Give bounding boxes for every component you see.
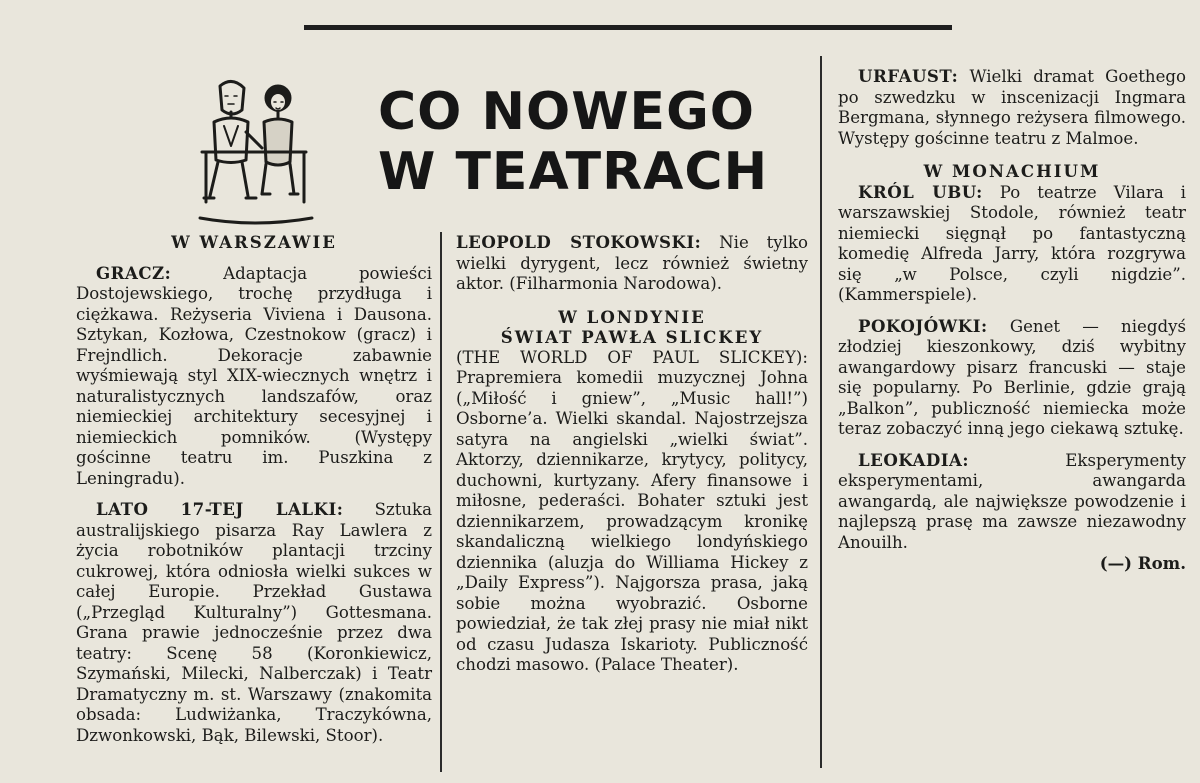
theatre-audience-couple-icon xyxy=(196,72,316,232)
title-line-2: W TEATRACH xyxy=(378,142,769,202)
article-gracz xyxy=(76,263,432,490)
signature: (—) Rom. xyxy=(1099,553,1186,573)
keyword-lato: LATO 17-TEJ LALKI: xyxy=(96,499,344,519)
keyword-leokadia: LEOKADIA: xyxy=(858,449,970,470)
keyword-gracz: GRACZ: xyxy=(96,262,172,283)
keyword-pokojowki: POKOJÓWKI: xyxy=(858,315,988,336)
article-slickey: (THE WORLD OF PAUL SLICKEY): Prapremiera komedii muzycznej Johna („Miłość i gniew”, „Music hall!”) Osborne’a. Wielki skandal. Najostrzejsza satyra na angielski „wielki świat”. Aktorzy, dziennikarze, krytycy, politycy, duchowni, kurtyzany. Afery finansowe i miłosne, pederaści. Bohater sztuki jest dziennikarzem, prowadzącym kronikę skandaliczną wielkiego londyńskiego dziennika (aluzja do Williama Hickey z „Daily Express”). Najgorsza prasa, jaką sobie można wyobrazić. Osborne powiedział, że tak złej prasy nie miał nikt od czasu Judasza Iskarioty. Publiczność chodzi masowo. (Palace Theater). xyxy=(456,347,808,674)
column-divider-right xyxy=(820,56,822,768)
article-leokadia xyxy=(838,450,1186,554)
section-heading-monachium: W MONACHIUM xyxy=(923,161,1101,181)
text-ubu: Po teatrze Vilara i warszawskiej Stodole, również teatr niemiecki sięgnął po fantastyczną komedię Alfreda Jarry, która rozgrywa się „w Polsce, czyli nigdzie”. (Kammerspiele). xyxy=(838,182,1186,304)
article-pokojowki xyxy=(838,316,1186,440)
text-lato: Sztuka australijskiego pisarza Ray Lawlera z życia robotników plantacji trzciny cukrowej, która odniosła wielki sukces w całej Europie. Przekład Gustawa („Przegląd Kulturalny”) Gottesmana. Grana prawie jednocześnie przez dwa teatry: Scenę 58 (Koronkiewicz, Szymański, Milecki, Nalberczak) i Teatr Dramatyczny m. st. Warszawy (znakomita obsada: Ludwiżanka, Traczykówna, Dzwonkowski, Bąk, Bilewski, Stoor). xyxy=(76,500,432,745)
column-divider-left xyxy=(440,232,442,772)
article-ubu xyxy=(838,182,1186,306)
text-urfaust: Wielki dramat Goethego po szwedzku w inscenizacji Ingmara Bergmana, słynnego reżysera filmowego. Występy gościnne teatru z Malmoe. xyxy=(838,67,1186,148)
top-rule xyxy=(304,25,952,30)
page-title xyxy=(378,82,768,202)
section-heading-warszawa: W WARSZAWIE xyxy=(171,232,337,252)
section-subheading-slickey: ŚWIAT PAWŁA SLICKEY xyxy=(500,327,764,347)
column-3 xyxy=(838,56,1186,574)
column-1 xyxy=(76,232,432,746)
article-stokowski-body xyxy=(456,232,808,295)
keyword-urfaust: URFAUST: xyxy=(858,66,959,86)
section-heading-londyn: W LONDYNIE xyxy=(558,306,706,327)
text-pokojowki: Genet — niegdyś złodziej kieszonkowy, dziś wybitny awangardowy pisarz francuski — staje się popularny. Po Berlinie, gdzie grają „Balkon”, publiczność niemiecka może teraz zobaczyć inną jego ciekawą sztukę. xyxy=(838,316,1186,438)
text-leokadia: Eksperymenty eksperymentami, awangarda awangardą, ale największe powodzenie i najlepszą prasę ma zawsze niezawodny Anouilh. xyxy=(838,450,1186,552)
keyword-ubu: KRÓL UBU: xyxy=(858,181,983,202)
text-stokowski: Nie tylko wielki dyrygent, lecz również świetny aktor. (Filharmonia Narodowa). xyxy=(456,233,809,293)
keyword-stokowski: LEOPOLD STOKOWSKI: xyxy=(456,232,702,252)
article-urfaust xyxy=(838,66,1186,149)
title-line-1: CO NOWEGO xyxy=(378,82,755,142)
column-2 xyxy=(456,232,808,676)
text-gracz: Adaptacja powieści Dostojewskiego, trochę przydługa i ciężkawa. Reżyseria Viviena i Dausona. Sztykan, Kozłowa, Czestnokow (gracz) i Frejndlich. Dekoracje zabawnie wyśmiewają styl XIX-wiecznych wnętrz i naturalistycznych landszafów, oraz niemieckiej architektury secesyjnej i niemieckich pomników. (Występy gościnne teatru im. Puszkina z Leningradu). xyxy=(76,263,432,488)
article-lato xyxy=(76,499,432,746)
